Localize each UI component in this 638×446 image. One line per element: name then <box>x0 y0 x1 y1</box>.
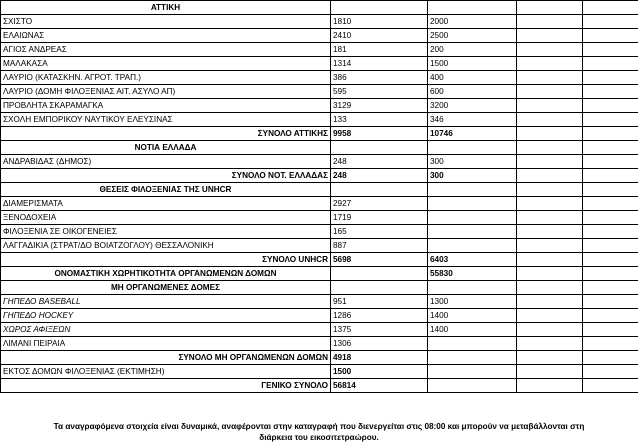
table-row <box>1 295 638 309</box>
empty-cell <box>517 85 583 99</box>
value-col-1: 1375 <box>331 323 428 337</box>
empty-cell <box>517 15 583 29</box>
value-col-2: 400 <box>428 71 517 85</box>
value-col-1: 5698 <box>331 253 428 267</box>
empty-cell <box>517 225 583 239</box>
value-col-2: 6403 <box>428 253 517 267</box>
value-col-2: 1500 <box>428 57 517 71</box>
value-col-1: 4918 <box>331 351 428 365</box>
table-row <box>1 309 638 323</box>
value-col-1: 2410 <box>331 29 428 43</box>
table-row <box>1 29 638 43</box>
row-label: ΞΕΝΟΔΟΧΕΙΑ <box>1 211 331 225</box>
table-row <box>1 323 638 337</box>
value-col-2: 300 <box>428 155 517 169</box>
value-col-2: 2000 <box>428 15 517 29</box>
value-col-1: 3129 <box>331 99 428 113</box>
table-row <box>1 267 638 281</box>
empty-cell <box>517 57 583 71</box>
empty-cell <box>517 141 583 155</box>
row-label: ΧΩΡΟΣ ΑΦΙΞΕΩΝ <box>1 323 331 337</box>
empty-cell <box>583 337 638 351</box>
empty-cell <box>583 85 638 99</box>
table-row <box>1 337 638 351</box>
empty-cell <box>583 183 638 197</box>
value-col-1: 595 <box>331 85 428 99</box>
value-col-1: 248 <box>331 169 428 183</box>
value-col-2: 1300 <box>428 295 517 309</box>
empty-cell <box>583 253 638 267</box>
empty-cell <box>517 365 583 379</box>
footnote <box>0 421 638 443</box>
table-row <box>1 169 638 183</box>
value-col-1: 248 <box>331 155 428 169</box>
value-col-2 <box>428 365 517 379</box>
empty-cell <box>517 281 583 295</box>
table-row <box>1 155 638 169</box>
empty-cell <box>583 309 638 323</box>
value-col-1: 181 <box>331 43 428 57</box>
value-col-1: 887 <box>331 239 428 253</box>
empty-cell <box>583 211 638 225</box>
value-col-2: 1400 <box>428 323 517 337</box>
row-label: ΛΑΥΡΙΟ (ΚΑΤΑΣΚΗΝ. ΑΓΡΟΤ. ΤΡΑΠ.) <box>1 71 331 85</box>
row-label: ΣΥΝΟΛΟ UNHCR <box>1 253 331 267</box>
table-row <box>1 365 638 379</box>
empty-cell <box>517 183 583 197</box>
empty-cell <box>583 365 638 379</box>
table-row <box>1 99 638 113</box>
row-label: ΑΝΔΡΑΒΙΔΑΣ (ΔΗΜΟΣ) <box>1 155 331 169</box>
empty-cell <box>583 239 638 253</box>
value-col-2: 2500 <box>428 29 517 43</box>
empty-cell <box>517 155 583 169</box>
empty-cell <box>517 295 583 309</box>
table-row <box>1 379 638 393</box>
table-row <box>1 281 638 295</box>
footnote-line-1: Τα αναγραφόμενα στοιχεία είναι δυναμικά, αναφέρονται στην καταγραφή που διενεργείται στις 08:00 και μπορούν να μεταβάλλονται στη <box>53 422 585 431</box>
table-row <box>1 183 638 197</box>
empty-cell <box>583 141 638 155</box>
value-col-2 <box>428 225 517 239</box>
value-col-2: 346 <box>428 113 517 127</box>
row-label: ΕΚΤΟΣ ΔΟΜΩΝ ΦΙΛΟΞΕΝΙΑΣ (ΕΚΤΙΜΗΣΗ) <box>1 365 331 379</box>
value-col-2 <box>428 281 517 295</box>
value-col-1: 1719 <box>331 211 428 225</box>
empty-cell <box>517 253 583 267</box>
table-body <box>1 1 638 393</box>
row-label: ΜΗ ΟΡΓΑΝΩΜΕΝΕΣ ΔΟΜΕΣ <box>1 281 331 295</box>
empty-cell <box>583 169 638 183</box>
value-col-1: 56814 <box>331 379 428 393</box>
empty-cell <box>517 99 583 113</box>
row-label: ΛΙΜΑΝΙ ΠΕΙΡΑΙΑ <box>1 337 331 351</box>
value-col-2 <box>428 337 517 351</box>
empty-cell <box>583 43 638 57</box>
row-label: ΓΗΠΕΔΟ BASEBALL <box>1 295 331 309</box>
table-row <box>1 57 638 71</box>
empty-cell <box>517 239 583 253</box>
value-col-2: 300 <box>428 169 517 183</box>
value-col-2 <box>428 379 517 393</box>
empty-cell <box>517 127 583 141</box>
empty-cell <box>583 379 638 393</box>
empty-cell <box>583 127 638 141</box>
table-row <box>1 225 638 239</box>
value-col-2 <box>428 351 517 365</box>
table-row <box>1 351 638 365</box>
row-label: ΜΑΛΑΚΑΣΑ <box>1 57 331 71</box>
value-col-1: 1810 <box>331 15 428 29</box>
empty-cell <box>583 155 638 169</box>
table-row <box>1 253 638 267</box>
value-col-2 <box>428 141 517 155</box>
value-col-1: 9958 <box>331 127 428 141</box>
row-label: ΑΓΙΟΣ ΑΝΔΡΕΑΣ <box>1 43 331 57</box>
empty-cell <box>517 197 583 211</box>
empty-cell <box>583 57 638 71</box>
row-label: ΘΕΣΕΙΣ ΦΙΛΟΞΕΝΙΑΣ ΤΗΣ UNHCR <box>1 183 331 197</box>
empty-cell <box>517 337 583 351</box>
value-col-1 <box>331 1 428 15</box>
empty-cell <box>517 1 583 15</box>
row-label: ΣΧΟΛΗ ΕΜΠΟΡΙΚΟΥ ΝΑΥΤΙΚΟΥ ΕΛΕΥΣΙΝΑΣ <box>1 113 331 127</box>
value-col-1: 386 <box>331 71 428 85</box>
empty-cell <box>517 309 583 323</box>
empty-cell <box>517 211 583 225</box>
row-label: ΝΟΤΙΑ ΕΛΛΑΔΑ <box>1 141 331 155</box>
empty-cell <box>583 71 638 85</box>
value-col-2 <box>428 183 517 197</box>
table-row <box>1 197 638 211</box>
value-col-1 <box>331 267 428 281</box>
row-label: ΣΧΙΣΤΟ <box>1 15 331 29</box>
row-label: ΛΑΥΡΙΟ (ΔΟΜΗ ΦΙΛΟΞΕΝΙΑΣ ΑΙΤ. ΑΣΥΛΟ ΑΠ) <box>1 85 331 99</box>
value-col-2: 55830 <box>428 267 517 281</box>
footnote-line-2: διάρκεια του εικοσιτετραώρου. <box>259 433 379 442</box>
table-row <box>1 71 638 85</box>
empty-cell <box>517 351 583 365</box>
empty-cell <box>583 323 638 337</box>
table-row <box>1 239 638 253</box>
row-label: ΟΝΟΜΑΣΤΙΚΗ ΧΩΡΗΤΙΚΟΤΗΤΑ ΟΡΓΑΝΩΜΕΝΩΝ ΔΟΜΩΝ <box>1 267 331 281</box>
table-row <box>1 141 638 155</box>
empty-cell <box>517 323 583 337</box>
value-col-2 <box>428 1 517 15</box>
empty-cell <box>517 71 583 85</box>
row-label: ΣΥΝΟΛΟ ΑΤΤΙΚΗΣ <box>1 127 331 141</box>
empty-cell <box>517 379 583 393</box>
empty-cell <box>517 169 583 183</box>
value-col-1: 133 <box>331 113 428 127</box>
table-row <box>1 1 638 15</box>
empty-cell <box>517 43 583 57</box>
value-col-2: 3200 <box>428 99 517 113</box>
empty-cell <box>583 351 638 365</box>
empty-cell <box>517 113 583 127</box>
row-label: ΓΗΠΕΔΟ HOCKEY <box>1 309 331 323</box>
table-row <box>1 15 638 29</box>
value-col-1 <box>331 281 428 295</box>
row-label: ΓΕΝΙΚΟ ΣΥΝΟΛΟ <box>1 379 331 393</box>
table-row <box>1 127 638 141</box>
value-col-2 <box>428 197 517 211</box>
value-col-2: 200 <box>428 43 517 57</box>
value-col-2: 1400 <box>428 309 517 323</box>
empty-cell <box>583 113 638 127</box>
empty-cell <box>583 295 638 309</box>
empty-cell <box>583 197 638 211</box>
value-col-1: 165 <box>331 225 428 239</box>
table-row <box>1 85 638 99</box>
value-col-2 <box>428 239 517 253</box>
row-label: ΠΡΟΒΛΗΤΑ ΣΚΑΡΑΜΑΓΚΑ <box>1 99 331 113</box>
row-label: ΑΤΤΙΚΗ <box>1 1 331 15</box>
value-col-1: 1314 <box>331 57 428 71</box>
table-row <box>1 113 638 127</box>
table-row <box>1 211 638 225</box>
value-col-1: 1500 <box>331 365 428 379</box>
value-col-2: 600 <box>428 85 517 99</box>
empty-cell <box>583 225 638 239</box>
empty-cell <box>583 267 638 281</box>
row-label: ΔΙΑΜΕΡΙΣΜΑΤΑ <box>1 197 331 211</box>
value-col-2: 10746 <box>428 127 517 141</box>
value-col-2 <box>428 211 517 225</box>
value-col-1 <box>331 183 428 197</box>
table-row <box>1 43 638 57</box>
empty-cell <box>583 29 638 43</box>
row-label: ΕΛΑΙΩΝΑΣ <box>1 29 331 43</box>
empty-cell <box>583 99 638 113</box>
empty-cell <box>517 29 583 43</box>
row-label: ΣΥΝΟΛΟ ΜΗ ΟΡΓΑΝΩΜΕΝΩΝ ΔΟΜΩΝ <box>1 351 331 365</box>
empty-cell <box>583 281 638 295</box>
value-col-1: 1286 <box>331 309 428 323</box>
value-col-1: 1306 <box>331 337 428 351</box>
value-col-1: 2927 <box>331 197 428 211</box>
row-label: ΦΙΛΟΞΕΝΙΑ ΣΕ ΟΙΚΟΓΕΝΕΙΕΣ <box>1 225 331 239</box>
value-col-1 <box>331 141 428 155</box>
row-label: ΛΑΓΓΑΔΙΚΙΑ (ΣΤΡΑΤ/ΔΟ ΒΟΙΑΤΖΟΓΛΟΥ) ΘΕΣΣΑΛΟΝΙΚΗ <box>1 239 331 253</box>
value-col-1: 951 <box>331 295 428 309</box>
empty-cell <box>583 1 638 15</box>
empty-cell <box>583 15 638 29</box>
empty-cell <box>517 267 583 281</box>
row-label: ΣΥΝΟΛΟ ΝΟΤ. ΕΛΛΑΔΑΣ <box>1 169 331 183</box>
